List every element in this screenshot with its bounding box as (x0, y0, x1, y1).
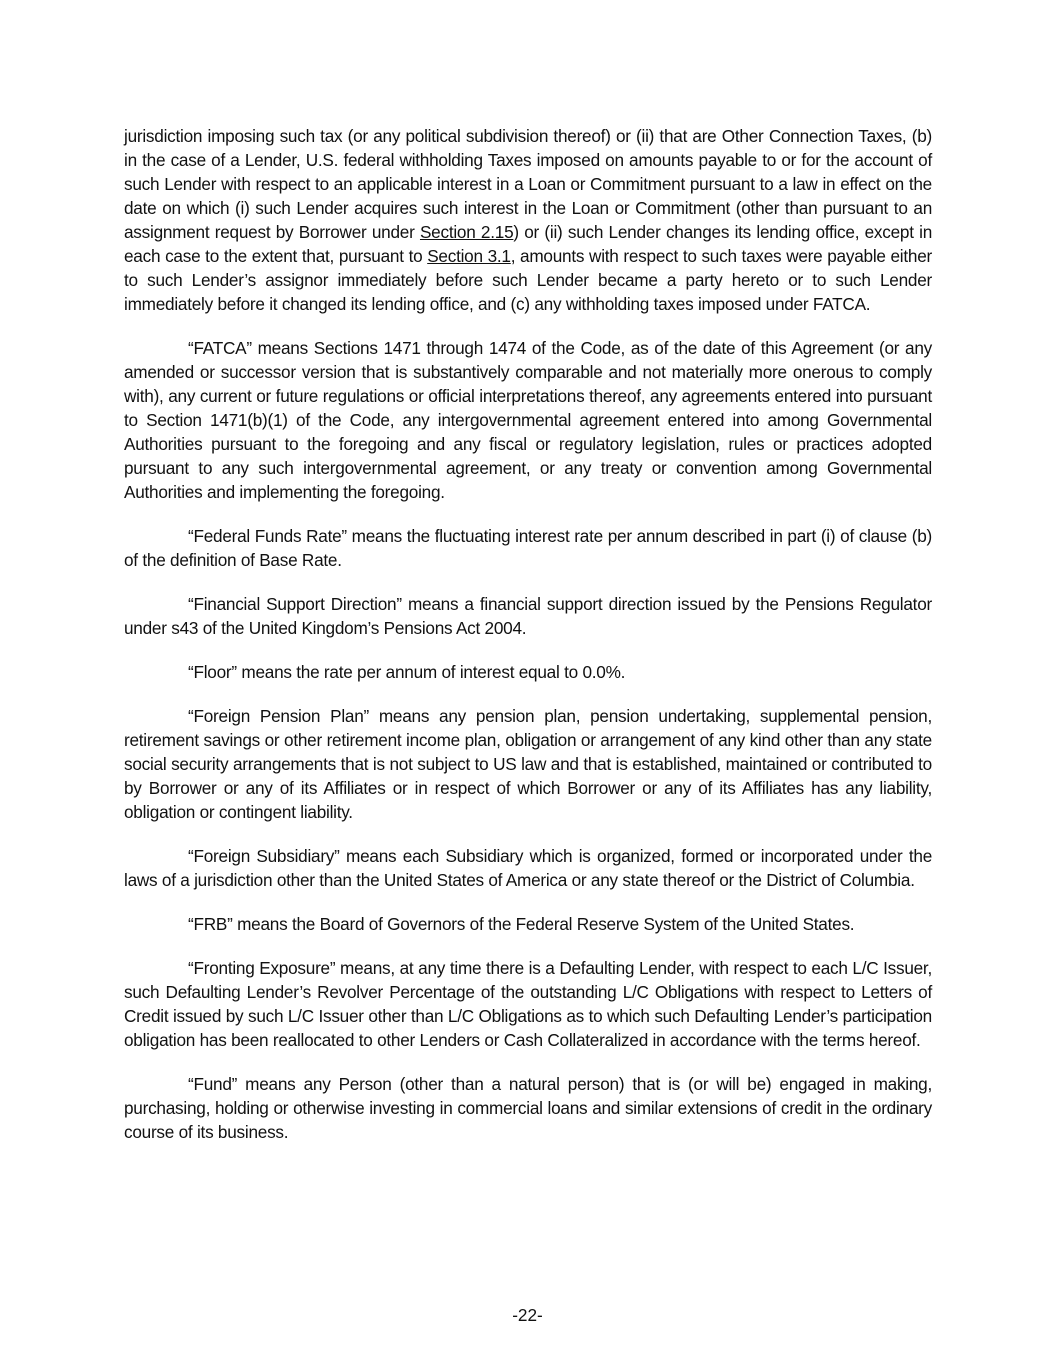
page-number: -22- (512, 1305, 543, 1325)
document-page (124, 124, 932, 1164)
definition-term: “Floor” (188, 662, 237, 682)
definition-floor (124, 660, 932, 684)
definition-text: means any pension plan, pension undertaking, supplemental pension, retirement savings or other retirement income plan, obligation or arrangement of any kind other than any state social security arrangements that is not subject to US law and that is established, maintained or contributed to by Borrower or any of its Affiliates or in respect of which Borrower or any of its Affiliates has any liability, obligation or contingent liability. (124, 706, 932, 822)
definition-term: “Foreign Pension Plan” (188, 706, 369, 726)
definition-text: means any Person (other than a natural person) that is (or will be) engaged in making, purchasing, holding or otherwise investing in commercial loans and similar extensions of credit in the ordinary course of its business. (124, 1074, 932, 1142)
definition-text: means the Board of Governors of the Federal Reserve System of the United States. (232, 914, 855, 934)
continuation-text-2: ) or (ii) such Lender changes its lending office, except in each case to the extent that, pursuant to (124, 222, 933, 266)
definition-term: “Financial Support Direction” (188, 594, 402, 614)
definition-foreign-pension-plan (124, 704, 932, 824)
definition-term: “Federal Funds Rate” (188, 526, 347, 546)
definition-foreign-subsidiary (124, 844, 932, 892)
definition-term: “FATCA” (188, 338, 252, 358)
section-3-1-reference: Section 3.1 (427, 246, 511, 266)
definition-text: means the rate per annum of interest equal to 0.0%. (236, 662, 626, 682)
definition-frb (124, 912, 932, 936)
continuation-text-3: , amounts with respect to such taxes were payable either to such Lender’s assignor immediately before such Lender became a party hereto or to such Lender immediately before it changed its lending office, and (c) any withholding taxes imposed under FATCA. (124, 246, 932, 314)
section-2-15-reference: Section 2.15 (419, 222, 514, 242)
definition-text: means a financial support direction issued by the Pensions Regulator under s43 of the United Kingdom’s Pensions Act 2004. (124, 594, 932, 638)
definition-text: means Sections 1471 through 1474 of the Code, as of the date of this Agreement (or any amended or successor version that is substantively comparable and not materially more onerous to comply with), any current or future regulations or official interpretations thereof, any agreements entered into pursuant to Section 1471(b)(1) of the Code, any intergovernmental agreement entered into among Governmental Authorities pursuant to the foregoing and any fiscal or regulatory legislation, rules or practices adopted pursuant to any such intergovernmental agreement, or any treaty or convention among Governmental Authorities and implementing the foregoing. (124, 338, 932, 502)
definition-text: means the fluctuating interest rate per annum described in part (i) of clause (b) of the definition of Base Rate. (124, 526, 932, 570)
definition-fronting-exposure (124, 956, 932, 1052)
definition-term: “Fund” (188, 1074, 238, 1094)
definition-fund (124, 1072, 932, 1144)
definition-term: “FRB” (188, 914, 233, 934)
definition-term: “Fronting Exposure” (188, 958, 336, 978)
definition-financial-support-direction (124, 592, 932, 640)
continuation-text-1: jurisdiction imposing such tax (or any political subdivision thereof) or (ii) that are Other Connection Taxes, (b) in the case of a Lender, U.S. federal withholding Taxes imposed on amounts payable to or for the account of such Lender with respect to an applicable interest in a Loan or Commitment pursuant to a law in effect on the date on which (i) such Lender acquires such interest in the Loan or Commitment (other than pursuant to an assignment request by Borrower under (124, 126, 932, 242)
definition-federal-funds-rate (124, 524, 932, 572)
definition-text: means each Subsidiary which is organized, formed or incorporated under the laws of a jurisdiction other than the United States of America or any state thereof or the District of Columbia. (124, 846, 932, 890)
continuation-paragraph (124, 124, 932, 316)
definition-fatca (124, 336, 932, 504)
definition-text: means, at any time there is a Defaulting Lender, with respect to each L/C Issuer, such Defaulting Lender’s Revolver Percentage of the outstanding L/C Obligations with respect to Letters of Credit issued by such L/C Issuer other than L/C Obligations as to which such Defaulting Lender’s participation obligation has been reallocated to other Lenders or Cash Collateralized in accordance with the terms hereof. (124, 958, 932, 1050)
definition-term: “Foreign Subsidiary” (188, 846, 340, 866)
